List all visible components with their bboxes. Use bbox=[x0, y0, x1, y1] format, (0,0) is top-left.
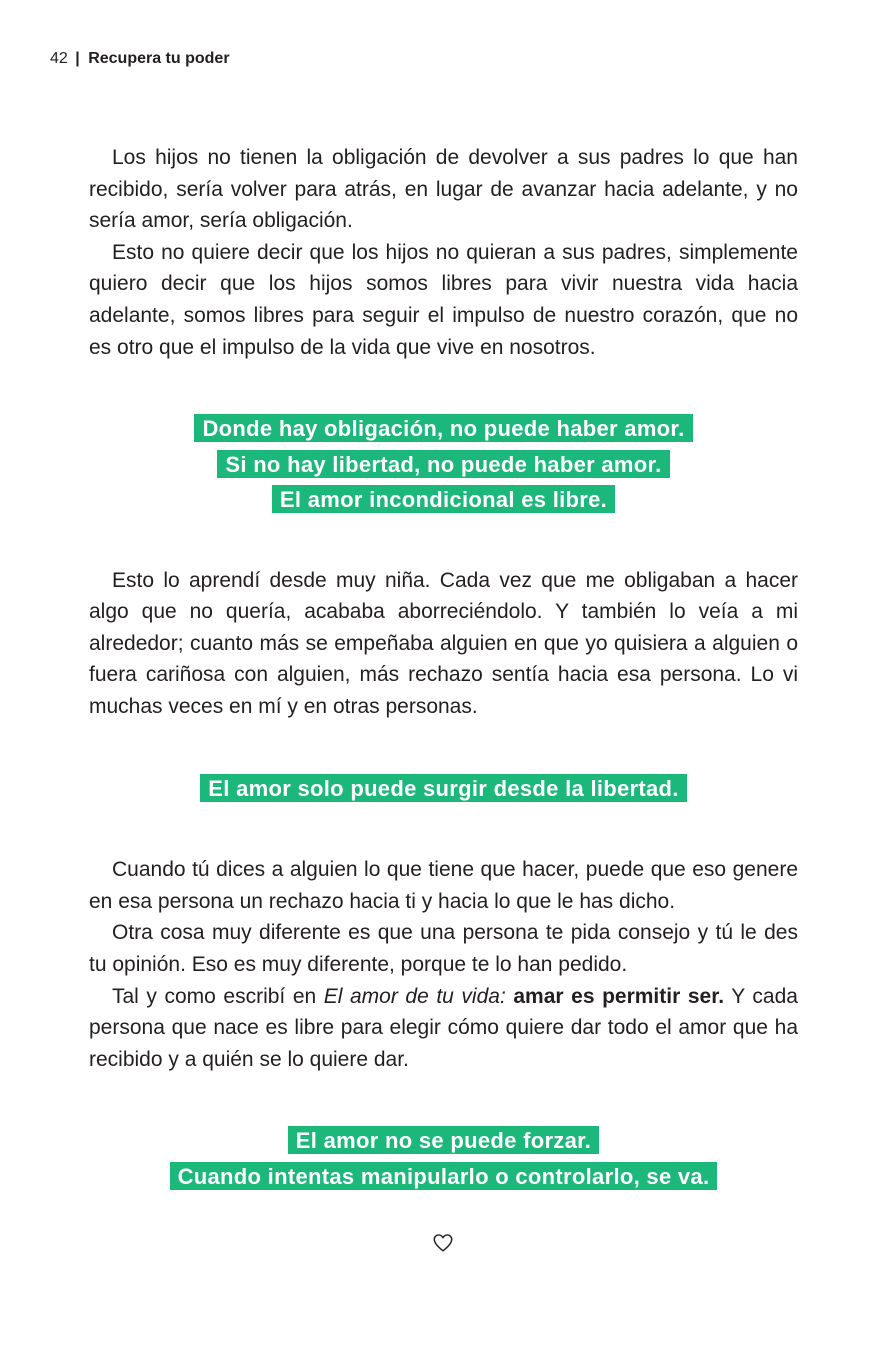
page-number: 42 bbox=[50, 50, 68, 67]
paragraph-6-end: Y cada persona que nace es libre para elegir cómo quiere dar todo el amor que ha recibido y a quién se lo quiere dar. bbox=[89, 984, 798, 1071]
paragraph-4: Cuando tú dices a alguien lo que tiene que hacer, puede que eso genere en esa persona un rechazo hacia ti y hacia lo que le has dicho. bbox=[89, 858, 798, 913]
quote-line: El amor no se puede forzar. bbox=[288, 1126, 599, 1154]
quote-line: El amor incondicional es libre. bbox=[272, 485, 615, 513]
emphasis-phrase: amar es permitir ser. bbox=[513, 984, 725, 1008]
quote-line: Cuando intentas manipularlo o controlarlo, se va. bbox=[170, 1162, 718, 1190]
highlight-quote-2 bbox=[89, 771, 798, 807]
book-title: Recupera tu poder bbox=[88, 50, 230, 67]
paragraph-2: Esto no quiere decir que los hijos no quieran a sus padres, simplemente quiero decir que los hijos somos libres para vivir nuestra vida hacia adelante, somos libres para seguir el impulso de nuestro corazón, que no es otro que el impulso de la vida que vive en nosotros. bbox=[89, 240, 798, 359]
highlight-quote-1 bbox=[89, 411, 798, 518]
paragraph-6-start: Tal y como escribí en bbox=[112, 984, 324, 1008]
quote-line: Donde hay obligación, no puede haber amor. bbox=[194, 414, 692, 442]
page-body bbox=[89, 142, 798, 1194]
quote-line: El amor solo puede surgir desde la libertad. bbox=[200, 774, 686, 802]
paragraph-6 bbox=[89, 981, 798, 1076]
running-header bbox=[50, 48, 230, 70]
quote-line: Si no hay libertad, no puede haber amor. bbox=[217, 450, 669, 478]
paragraph-3: Esto lo aprendí desde muy niña. Cada vez que me obligaban a hacer algo que no quería, acababa aborreciéndolo. Y también lo veía a mi alrededor; cuanto más se empeñaba alguien en que yo quisiera a alguien o fuera cariñosa con alguien, más rechazo sentía hacia esa persona. Lo vi muchas veces en mí y en otras personas. bbox=[89, 568, 798, 719]
highlight-quote-3 bbox=[89, 1123, 798, 1194]
paragraph-5: Otra cosa muy diferente es que una persona te pida consejo y tú le des tu opinión. Eso es muy diferente, porque te lo han pedido. bbox=[89, 921, 798, 976]
book-reference: El amor de tu vida: bbox=[323, 984, 506, 1008]
paragraph-1: Los hijos no tienen la obligación de devolver a sus padres lo que han recibido, sería volver para atrás, en lugar de avanzar hacia adelante, y no sería amor, sería obligación. bbox=[89, 146, 798, 233]
header-separator: | bbox=[75, 50, 80, 67]
heart-outline-icon bbox=[432, 1232, 454, 1254]
